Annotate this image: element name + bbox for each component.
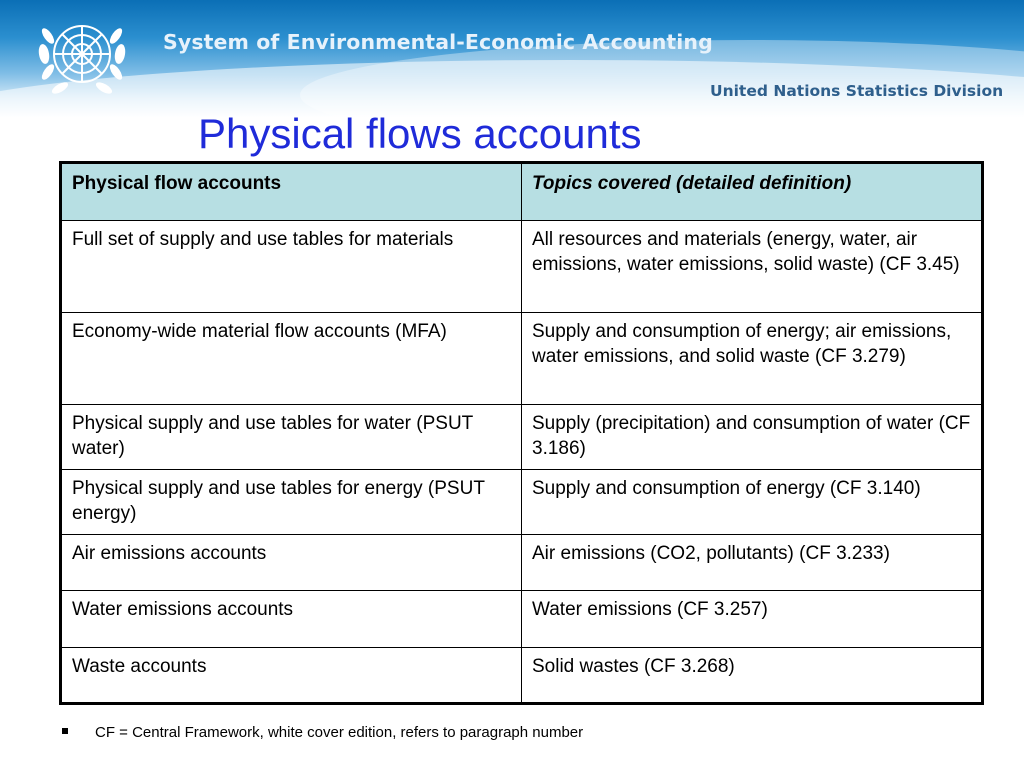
- table-header-row: [61, 163, 983, 221]
- table-cell: Water emissions (CF 3.257): [522, 591, 983, 648]
- system-title: System of Environmental-Economic Accounting: [163, 30, 713, 54]
- table-row: [61, 405, 983, 470]
- bullet-icon: [62, 728, 68, 734]
- table-cell: Water emissions accounts: [61, 591, 522, 648]
- table-cell: Physical supply and use tables for water (PSUT water): [61, 405, 522, 470]
- table-cell: Supply and consumption of energy; air emissions, water emissions, and solid waste (CF 3.279): [522, 313, 983, 405]
- table-row: [61, 221, 983, 313]
- footnote-text: CF = Central Framework, white cover edition, refers to paragraph number: [95, 724, 584, 741]
- page-title: Physical flows accounts: [198, 110, 642, 157]
- footnote: [62, 724, 583, 741]
- accounts-table: [59, 161, 984, 705]
- division-name: United Nations Statistics Division: [710, 82, 1004, 100]
- table-cell: Air emissions accounts: [61, 535, 522, 591]
- table-row: [61, 591, 983, 648]
- table-row: [61, 470, 983, 535]
- table-cell: All resources and materials (energy, water, air emissions, water emissions, solid waste) (CF 3.45): [522, 221, 983, 313]
- header-banner: [0, 0, 1024, 118]
- table-row: [61, 648, 983, 704]
- table-cell: Full set of supply and use tables for materials: [61, 221, 522, 313]
- un-emblem-icon: [30, 8, 134, 104]
- table-row: [61, 313, 983, 405]
- table-cell: Supply (precipitation) and consumption of water (CF 3.186): [522, 405, 983, 470]
- table-row: [61, 535, 983, 591]
- table-cell: Solid wastes (CF 3.268): [522, 648, 983, 704]
- column-header: Physical flow accounts: [61, 163, 522, 221]
- table-cell: Economy-wide material flow accounts (MFA): [61, 313, 522, 405]
- table-cell: Waste accounts: [61, 648, 522, 704]
- table-cell: Supply and consumption of energy (CF 3.140): [522, 470, 983, 535]
- table-cell: Air emissions (CO2, pollutants) (CF 3.233): [522, 535, 983, 591]
- table-cell: Physical supply and use tables for energy (PSUT energy): [61, 470, 522, 535]
- column-header: Topics covered (detailed definition): [522, 163, 983, 221]
